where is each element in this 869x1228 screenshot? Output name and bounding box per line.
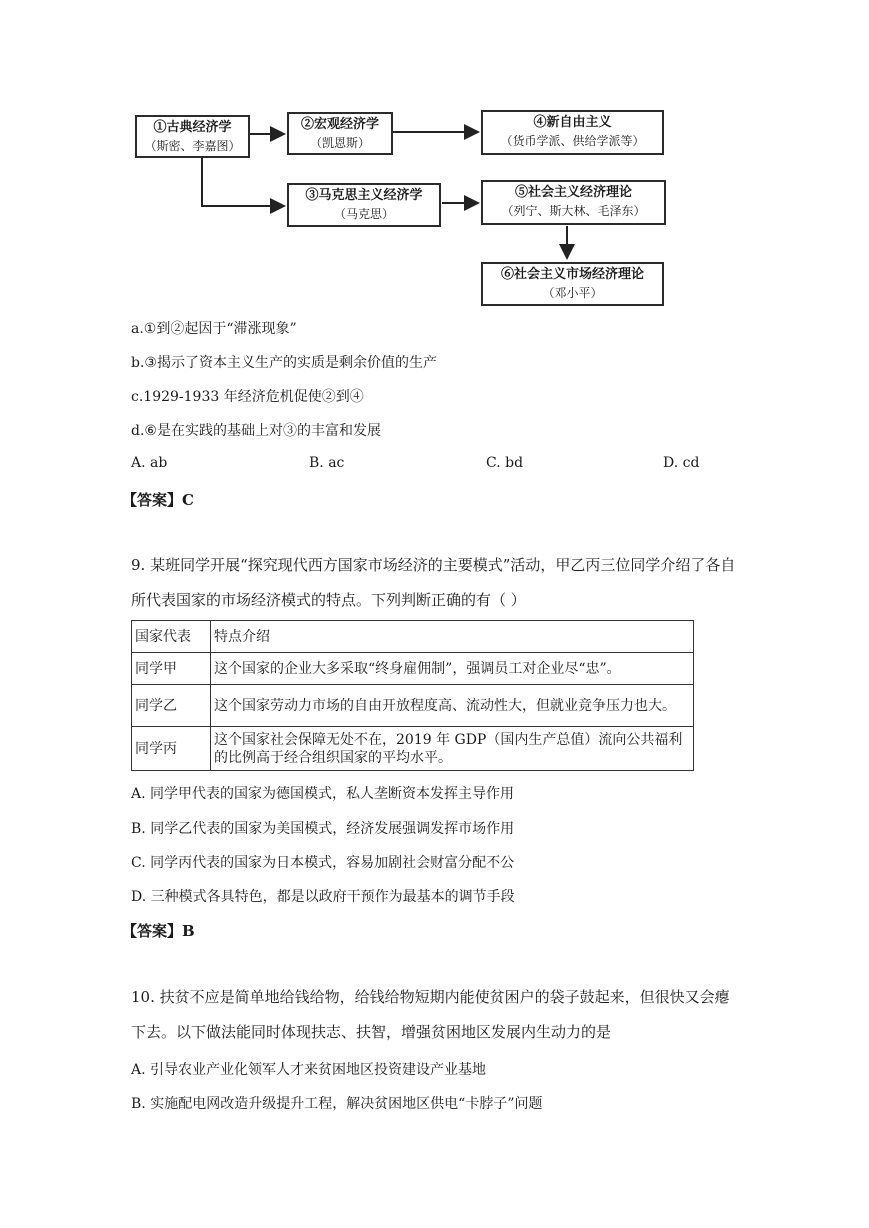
q8-statement-c: c.1929-1933 年经济危机促使②到④ bbox=[131, 389, 364, 405]
q9-option-a[interactable]: A. 同学甲代表的国家为德国模式，私人垄断资本发挥主导作用 bbox=[131, 786, 515, 802]
box-neoliberalism: ④新自由主义 （货币学派、供给学派等） bbox=[481, 110, 664, 155]
box-marxist-economics: ③马克思主义经济学 （马克思） bbox=[287, 183, 441, 227]
box-classical-economics: ①古典经济学 （斯密、李嘉图） bbox=[135, 115, 250, 158]
q8-option-a[interactable]: A. ab bbox=[131, 455, 168, 471]
q9-option-c[interactable]: C. 同学丙代表的国家为日本模式，容易加剧社会财富分配不公 bbox=[131, 855, 515, 871]
diagram-connectors bbox=[0, 0, 869, 320]
q8-option-d[interactable]: D. cd bbox=[663, 455, 700, 471]
q8-statement-b: b.③揭示了资本主义生产的实质是剩余价值的生产 bbox=[131, 355, 437, 371]
q9-option-b[interactable]: B. 同学乙代表的国家为美国模式，经济发展强调发挥市场作用 bbox=[131, 821, 515, 837]
table-row bbox=[132, 653, 694, 685]
box-macroeconomics: ②宏观经济学 （凯恩斯） bbox=[287, 112, 393, 155]
table-cell: 同学丙 bbox=[132, 727, 211, 771]
q9-option-d[interactable]: D. 三种模式各具特色，都是以政府干预作为最基本的调节手段 bbox=[131, 889, 515, 905]
q8-option-b[interactable]: B. ac bbox=[309, 455, 345, 471]
table-cell: 这个国家社会保障无处不在，2019 年 GDP（国内生产总值）流向公共福利的比例高于经合组织国家的平均水平。 bbox=[211, 727, 694, 771]
table-cell: 同学乙 bbox=[132, 685, 211, 727]
table-header-row bbox=[132, 621, 694, 653]
q9-table bbox=[131, 620, 694, 771]
q8-option-c[interactable]: C. bd bbox=[486, 455, 524, 471]
q10-stem: 10. 扶贫不应是简单地给钱给物，给钱给物短期内能使贫困户的袋子鼓起来，但很快又会瘪下去。以下做法能同时体现扶志、扶智，增强贫困地区发展内生动力的是 bbox=[131, 988, 730, 1041]
box-socialist-economic-theory: ⑤社会主义经济理论 （列宁、斯大林、毛泽东） bbox=[481, 180, 666, 225]
q8-statement-d: d.⑥是在实践的基础上对③的丰富和发展 bbox=[131, 423, 381, 439]
q9-answer: 【答案】B bbox=[122, 922, 195, 940]
table-cell: 这个国家劳动力市场的自由开放程度高、流动性大，但就业竞争压力也大。 bbox=[211, 685, 694, 727]
q9-stem: 9. 某班同学开展“探究现代西方国家市场经济的主要模式”活动，甲乙丙三位同学介绍了各自所代表国家的市场经济模式的特点。下列判断正确的有（ ） bbox=[131, 556, 736, 609]
q10-option-a[interactable]: A. 引导农业产业化领军人才来贫困地区投资建设产业基地 bbox=[131, 1062, 487, 1078]
q10-option-b[interactable]: B. 实施配电网改造升级提升工程，解决贫困地区供电“卡脖子”问题 bbox=[131, 1096, 543, 1112]
q8-answer: 【答案】C bbox=[122, 491, 194, 509]
table-cell: 同学甲 bbox=[132, 653, 211, 685]
table-row bbox=[132, 685, 694, 727]
q8-statement-a: a.①到②起因于“滞涨现象” bbox=[131, 321, 297, 337]
table-cell: 这个国家的企业大多采取“终身雇佣制”，强调员工对企业尽“忠”。 bbox=[211, 653, 694, 685]
box-socialist-market-theory: ⑥社会主义市场经济理论 （邓小平） bbox=[481, 262, 664, 306]
table-header-cell: 国家代表 bbox=[132, 621, 211, 653]
table-header-cell: 特点介绍 bbox=[211, 621, 694, 653]
table-row bbox=[132, 727, 694, 771]
arrow-1-to-3 bbox=[202, 156, 284, 206]
